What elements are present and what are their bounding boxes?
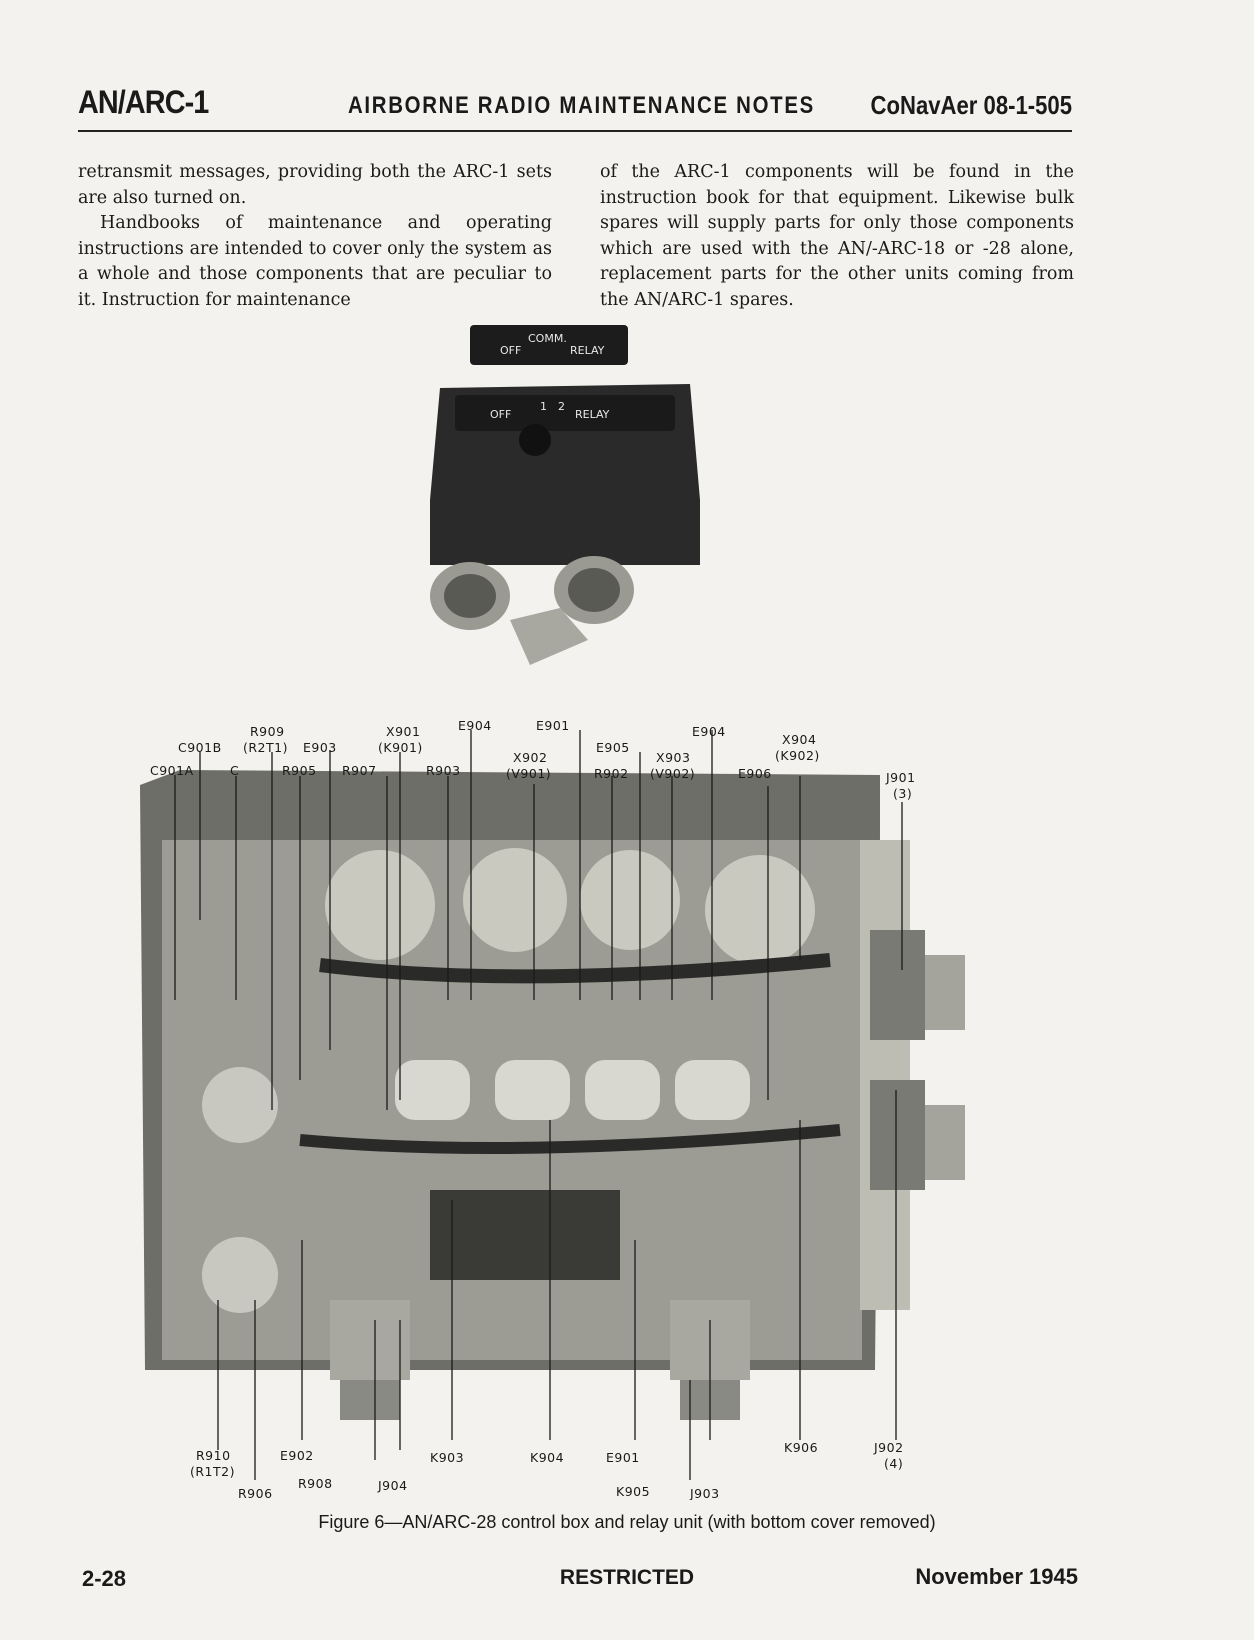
classification-marking: RESTRICTED [559, 1566, 695, 1589]
text-column-right [600, 160, 1074, 313]
paragraph: Handbooks of maintenance and operating instructions are intended to cover only the system as a whole and those components that are peculiar to it. Instruction for maintenance [78, 213, 552, 310]
label-r905: R905 [282, 763, 317, 778]
label-k906: K906 [784, 1440, 819, 1455]
relay-k906 [675, 1060, 750, 1120]
box-off-label: OFF [490, 408, 512, 421]
label-x903: X903 [656, 750, 691, 765]
connector-j904 [330, 1300, 410, 1380]
label-c: C [230, 763, 240, 778]
box-pos2-label: 2 [558, 400, 565, 413]
paragraph: of the ARC-1 components will be found in the instruction book for that equipment. Likewise bulk spares will supply parts for only those components which are used with the AN/-ARC-18 or -28 alone, replacement parts for the other units coming from the AN/ARC-1 spares. [600, 162, 1074, 310]
label-e906: E906 [738, 766, 772, 781]
label-k901: (K901) [378, 740, 423, 755]
page-header [78, 84, 1072, 132]
tube-socket-x903 [580, 850, 680, 950]
potentiometer-r909 [202, 1067, 278, 1143]
publication-date: November 1945 [915, 1564, 1078, 1589]
label-k904: K904 [530, 1450, 565, 1465]
label-x901: X901 [386, 724, 421, 739]
label-e904-top: E904 [458, 718, 492, 733]
label-j901-number: (3) [893, 786, 913, 801]
label-j904: J904 [378, 1478, 408, 1493]
plate-relay-label: RELAY [570, 344, 605, 357]
label-k905: K905 [616, 1484, 651, 1499]
page-number: 2-28 [82, 1566, 127, 1591]
paragraph: retransmit messages, providing both the ARC-1 sets are also turned on. [78, 162, 552, 208]
selector-knob [519, 424, 551, 456]
tube-socket-x902 [463, 848, 567, 952]
label-j902-number: (4) [884, 1456, 904, 1471]
label-r906: R906 [238, 1486, 273, 1500]
relay-k903 [395, 1060, 470, 1120]
tube-socket-x904 [705, 855, 815, 965]
label-r910: R910 [196, 1448, 231, 1463]
label-e904-right: E904 [692, 724, 726, 739]
label-c901a: C901A [150, 763, 194, 778]
label-e905: E905 [596, 740, 630, 755]
label-e901-top: E901 [536, 718, 570, 733]
label-r908: R908 [298, 1476, 333, 1491]
relay-k904 [495, 1060, 570, 1120]
plate-off-label: OFF [500, 344, 522, 357]
label-k903: K903 [430, 1450, 465, 1465]
label-r902: R902 [594, 766, 629, 781]
label-x902: X902 [513, 750, 548, 765]
label-v902: (V902) [650, 766, 696, 781]
label-k902: (K902) [775, 748, 820, 763]
label-r903: R903 [426, 763, 461, 778]
header-pub-number: CoNavAer 08-1-505 [870, 90, 1072, 120]
label-c901b: C901B [178, 740, 222, 755]
label-x904: X904 [782, 732, 817, 747]
label-j902: J902 [874, 1440, 904, 1455]
relay-k905 [585, 1060, 660, 1120]
header-doc-id: AN/ARC-1 [78, 84, 209, 120]
text-column-left [78, 160, 552, 313]
label-e903: E903 [303, 740, 337, 755]
connector-j901 [870, 930, 925, 1040]
label-r1t2: (R1T2) [190, 1464, 235, 1479]
label-e902: E902 [280, 1448, 314, 1463]
relay-unit [140, 770, 965, 1420]
potentiometer-r910 [202, 1237, 278, 1313]
label-j903: J903 [690, 1486, 720, 1500]
label-j901: J901 [886, 770, 916, 785]
label-r2t1: (R2T1) [243, 740, 288, 755]
terminal-strip [430, 1190, 620, 1280]
figure-6-illustration [130, 320, 1130, 1500]
label-v901: (V901) [506, 766, 552, 781]
label-r909: R909 [250, 724, 285, 739]
label-r907: R907 [342, 763, 377, 778]
box-pos1-label: 1 [540, 400, 547, 413]
box-relay-label: RELAY [575, 408, 610, 421]
header-title: AIRBORNE RADIO MAINTENANCE NOTES [348, 92, 815, 119]
figure-caption: Figure 6—AN/ARC-28 control box and relay unit (with bottom cover removed) [318, 1512, 936, 1532]
control-box [430, 325, 700, 665]
plate-comm-label: COMM. [528, 332, 567, 345]
tube-socket-x901 [325, 850, 435, 960]
label-e901-bottom: E901 [606, 1450, 640, 1465]
connector-j902 [870, 1080, 925, 1190]
